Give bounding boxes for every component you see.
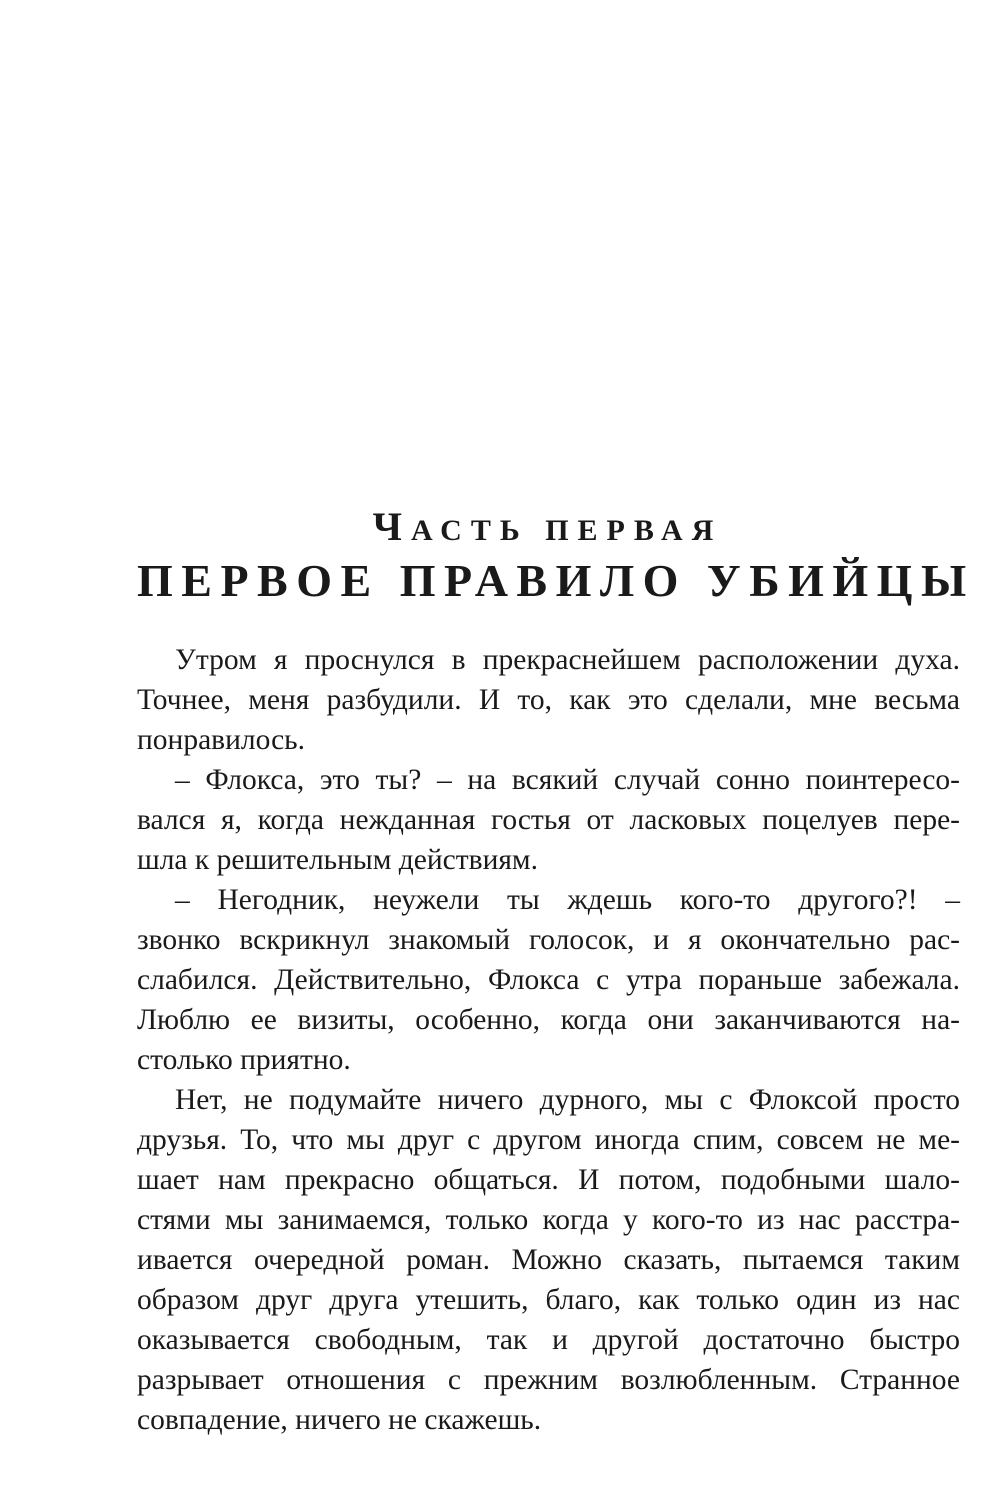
paragraph <box>137 1080 960 1440</box>
text-line: вался я, когда нежданная гостья от ласковых поцелуев пере- <box>137 804 960 836</box>
text-line: слабился. Действительно, Флокса с утра пораньше забежала. <box>137 964 960 996</box>
body-text <box>137 640 960 1440</box>
text-line: – Негодник, неужели ты ждешь кого-то другого?! – <box>175 884 960 916</box>
part-heading <box>0 503 1000 555</box>
text-line: шла к решительным действиям. <box>137 844 538 876</box>
text-line: совпадение, ничего не скажешь. <box>137 1404 542 1436</box>
part-heading-rest: АСТЬ ПЕРВАЯ <box>411 514 723 547</box>
text-line: ивается очередной роман. Можно сказать, пытаемся таким <box>137 1244 960 1276</box>
text-line: звонко вскрикнул знакомый голосок, и я окончательно рас- <box>137 924 960 956</box>
chapter-title: ПЕРВОЕ ПРАВИЛО УБИЙЦЫ <box>137 555 975 606</box>
part-heading-initial: Ч <box>372 504 412 549</box>
paragraph <box>137 880 960 1080</box>
text-line: оказывается свободным, так и другой достаточно быстро <box>137 1324 960 1356</box>
text-line: Нет, не подумайте ничего дурного, мы с Флоксой просто <box>175 1084 960 1116</box>
paragraph <box>137 760 960 880</box>
text-line: Точнее, меня разбудили. И то, как это сделали, мне весьма <box>137 684 960 716</box>
text-line: понравилось. <box>137 724 306 756</box>
text-line: шает нам прекрасно общаться. И потом, подобными шало- <box>137 1164 960 1196</box>
paragraph <box>137 640 960 760</box>
text-line: друзья. То, что мы друг с другом иногда спим, совсем не ме- <box>137 1124 960 1156</box>
text-line: Люблю ее визиты, особенно, когда они заканчиваются на- <box>137 1004 960 1036</box>
text-line: – Флокса, это ты? – на всякий случай сонно поинтересо- <box>175 764 960 796</box>
text-line: стями мы занимаемся, только когда у кого-то из нас расстра- <box>137 1204 960 1236</box>
text-line: Утром я проснулся в прекраснейшем расположении духа. <box>175 644 960 676</box>
text-line: разрывает отношения с прежним возлюбленным. Странное <box>137 1364 960 1396</box>
text-line: образом друг друга утешить, благо, как только один из нас <box>137 1284 960 1316</box>
text-line: столько приятно. <box>137 1044 351 1076</box>
